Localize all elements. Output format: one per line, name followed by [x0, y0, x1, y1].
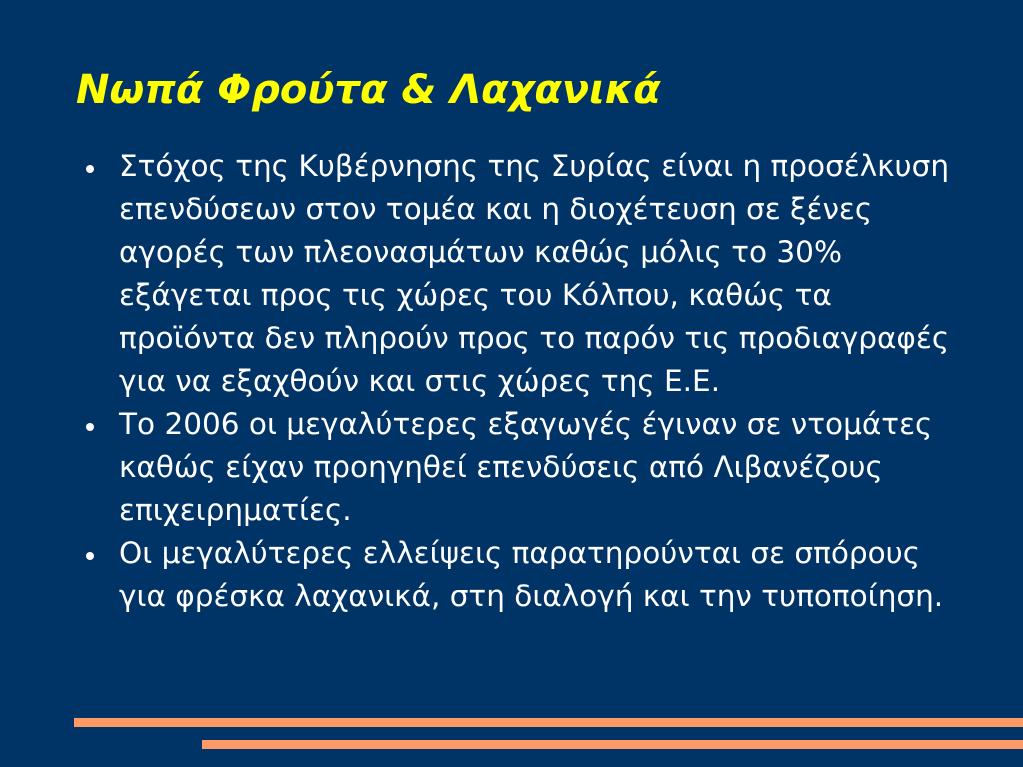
bullet-dot-icon — [86, 552, 94, 560]
bullet-item — [82, 532, 962, 618]
bullet-text: Στόχος της Κυβέρνησης της Συρίας είναι η προσέλκυση επενδύσεων στον τομέα και η διοχέτευση σε ξένες αγορές των πλεονασμάτων καθώς μόλις το 30% εξάγεται προς τις χώρες του Κόλπου, καθώς τα προϊόντα δεν πληρούν προς το παρόν τις προδιαγραφές για να εξαχθούν και στις χώρες της Ε.Ε. — [119, 149, 950, 398]
decorative-line-top — [74, 718, 1023, 727]
slide-title: Νωπά Φρούτα & Λαχανικά — [76, 67, 661, 113]
bullet-text: Το 2006 οι μεγαλύτερες εξαγωγές έγιναν σε ντομάτες καθώς είχαν προηγηθεί επενδύσεις από Λιβανέζους επιχειρηματίες. — [119, 407, 933, 527]
bullet-list — [82, 145, 962, 618]
bullet-item — [82, 145, 962, 403]
decorative-line-bottom — [202, 740, 1023, 749]
bullet-text: Οι μεγαλύτερες ελλείψεις παρατηρούνται σε σπόρους για φρέσκα λαχανικά, στη διαλογή και την τυποποίηση. — [119, 536, 944, 613]
bullet-dot-icon — [86, 165, 94, 173]
bullet-item — [82, 403, 962, 532]
bullet-dot-icon — [86, 423, 94, 431]
